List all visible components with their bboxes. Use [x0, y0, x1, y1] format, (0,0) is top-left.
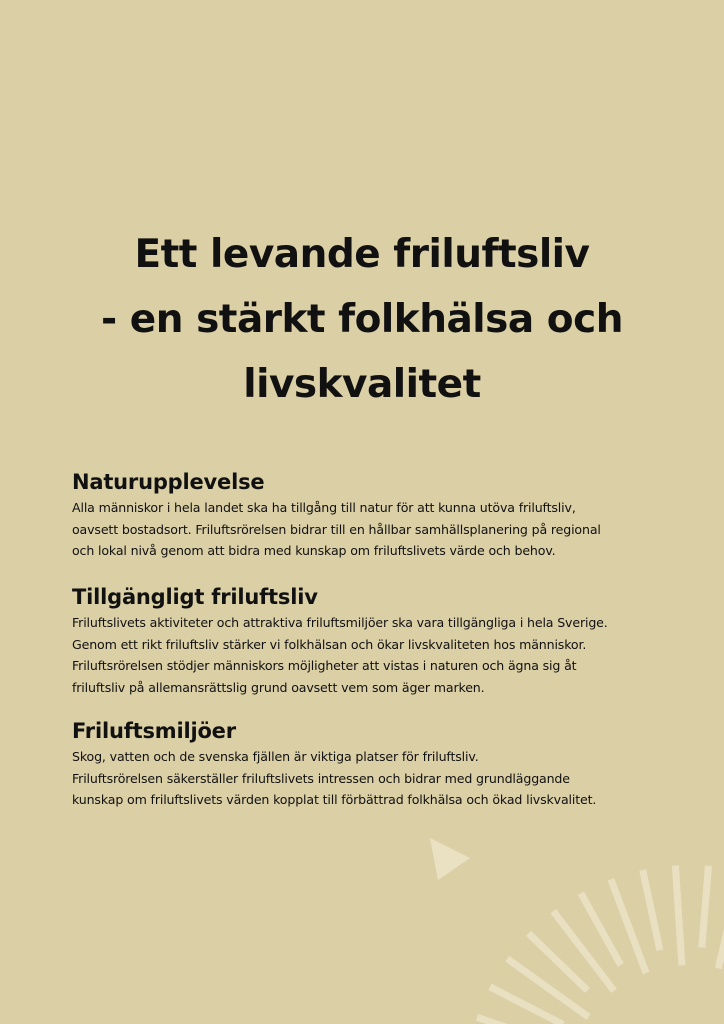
section-heading: Tillgängligt friluftsliv: [72, 585, 318, 609]
title-line: - en stärkt folkhälsa och: [101, 297, 623, 342]
body-line: Friluftsrörelsen stödjer människors möjligheter att vistas i naturen och ägna sig åt: [72, 658, 577, 674]
sunburst-ray: [490, 987, 563, 1024]
section-heading: Naturupplevelse: [72, 470, 265, 494]
page-title: [0, 222, 724, 417]
title-line: livskvalitet: [243, 362, 481, 407]
sunburst-ray: [643, 870, 660, 950]
body-line: Skog, vatten och de svenska fjällen är viktiga platser för friluftsliv.: [72, 749, 479, 764]
section-body: [72, 746, 662, 811]
section-body: [72, 612, 662, 699]
title-line: Ett levande friluftsliv: [134, 232, 590, 277]
sunburst-ray: [477, 1017, 572, 1024]
body-line: Friluftsrörelsen säkerställer friluftslivets intressen och bidrar med grundläggande: [72, 770, 570, 786]
sunburst-ray: [581, 893, 621, 965]
sunburst-ray: [507, 959, 588, 1017]
body-line: och lokal nivå genom att bidra med kunskap om friluftslivets värde och behov.: [72, 543, 556, 559]
section-naturupplevelse: [72, 468, 662, 562]
section-heading: Friluftsmiljöer: [72, 719, 236, 743]
triangle-decoration-icon: [430, 838, 470, 880]
sunburst-ray: [675, 866, 682, 966]
sunburst-ray: [529, 933, 588, 990]
body-line: kunskap om friluftslivets värden kopplat till förbättrad folkhälsa och ökad livskvalitet.: [72, 792, 597, 808]
sunburst-ray: [718, 871, 724, 968]
section-tillgangligt-friluftsliv: [72, 583, 662, 699]
body-line: oavsett bostadsort. Friluftsrörelsen bidrar till en hållbar samhällsplanering på regional: [72, 521, 601, 537]
sunburst-ray: [702, 866, 709, 948]
body-line: friluftsliv på allemansrättslig grund oavsett vem som äger marken.: [72, 680, 485, 696]
body-line: Genom ett rikt friluftsliv stärker vi folkhälsan och ökar livskvaliteten hos människor.: [72, 636, 587, 652]
body-line: Friluftslivets aktiviteter och attraktiva friluftsmiljöer ska vara tillgängliga i hela Sverige.: [72, 615, 608, 630]
body-line: Alla människor i hela landet ska ha tillgång till natur för att kunna utöva friluftsliv,: [72, 500, 576, 515]
section-body: [72, 497, 662, 562]
sunburst-ray: [611, 879, 646, 973]
sunburst-ray: [553, 911, 614, 990]
section-friluftsmiljoer: [72, 717, 662, 811]
